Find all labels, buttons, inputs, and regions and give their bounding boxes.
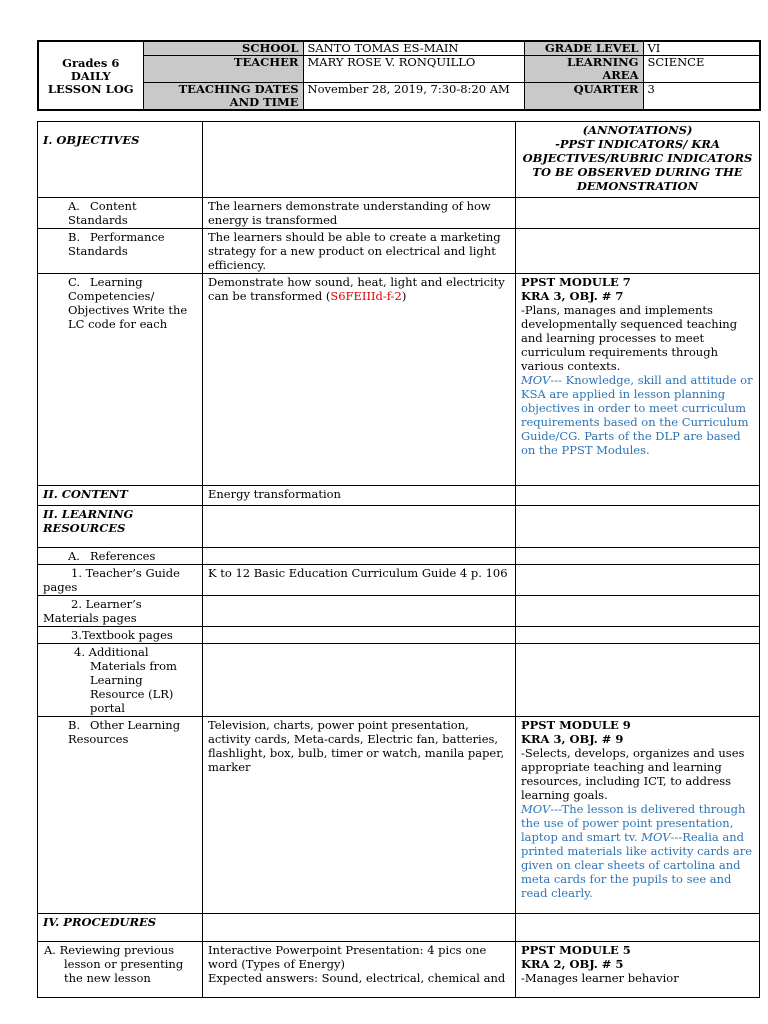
additional-materials-annotation (516, 644, 760, 717)
learners-materials-number: 2. (71, 597, 82, 611)
other-resources-text: Television, charts, power point presentation, activity cards, Meta-cards, Electric fan, batteries, flashlight, box, bulb, timer or watch, manila paper, marker (203, 717, 516, 914)
learning-competencies-text-cell (203, 274, 516, 486)
objectives-heading: I. OBJECTIVES (38, 122, 203, 198)
quarter-label: QUARTER (524, 83, 643, 111)
module9-annotation (516, 717, 760, 914)
objectives-empty-cell (203, 122, 516, 198)
module7-desc: -Plans, manages and implements developmentally sequenced teaching and learning processes to meet curriculum requirements through various contexts. (521, 303, 738, 373)
module9-mov (521, 802, 754, 900)
performance-standards-label-cell (38, 229, 203, 274)
references-empty (203, 548, 516, 565)
module7-kra: KRA 3, OBJ. # 7 (521, 289, 624, 303)
other-resources-label: Other Learning Resources (68, 718, 181, 746)
module7-mov-label: MOV (521, 373, 551, 387)
objectives-row (38, 122, 760, 198)
teaching-dates-value: November 28, 2019, 7:30-8:20 AM (303, 83, 524, 111)
module5-annotation (516, 942, 760, 998)
performance-standards-text: The learners should be able to create a marketing strategy for a new product on electrical and light efficiency. (203, 229, 516, 274)
learners-materials-empty (203, 596, 516, 627)
lc-code: S6FEIIId-f-2 (330, 289, 402, 303)
content-text: Energy transformation (203, 486, 516, 506)
module7-annotation (516, 274, 760, 486)
grade-level-label: GRADE LEVEL (524, 41, 643, 56)
teachers-guide-number: 1. (71, 566, 82, 580)
teachers-guide-label-cell (38, 565, 203, 596)
teacher-value: MARY ROSE V. RONQUILLO (303, 56, 524, 83)
textbook-label-cell (38, 627, 203, 644)
performance-standards-row (38, 229, 760, 274)
learning-area-label: LEARNING AREA (524, 56, 643, 83)
content-standards-text: The learners demonstrate understanding of how energy is transformed (203, 198, 516, 229)
module9-mov-label: MOV (521, 802, 551, 816)
additional-materials-label-cell (38, 644, 203, 717)
review-lesson-text2: Expected answers: Sound, electrical, chemical and (208, 971, 506, 985)
review-lesson-row (38, 942, 760, 998)
references-annotation (516, 548, 760, 565)
review-lesson-text-cell (203, 942, 516, 998)
grades-label: Grades 6 (62, 55, 120, 70)
learning-competencies-row (38, 274, 760, 486)
textbook-label: Textbook pages (81, 628, 173, 642)
learners-materials-label-cell (38, 596, 203, 627)
annotations-body: -PPST INDICATORS/ KRA OBJECTIVES/RUBRIC INDICATORS TO BE OBSERVED DURING THE DEMONSTRATION (522, 137, 753, 193)
learning-competencies-text: Demonstrate how sound, heat, light and electricity can be transformed ( (208, 275, 505, 303)
grades-log-title (38, 41, 143, 110)
teacher-label: TEACHER (143, 56, 303, 83)
references-letter: A. (68, 549, 80, 563)
module9-mov-text: ---The lesson is delivered through the use of power point presentation, laptop and smart tv. (521, 802, 746, 844)
learning-resources-heading: II. LEARNING RESOURCES (38, 506, 203, 548)
other-resources-row (38, 717, 760, 914)
module7-title: PPST MODULE 7 (521, 275, 631, 289)
log-title: DAILY LESSON LOG (47, 68, 134, 96)
textbook-empty (203, 627, 516, 644)
module7-mov (521, 373, 754, 457)
module9-mov2-label: MOV (641, 830, 671, 844)
teachers-guide-text: K to 12 Basic Education Curriculum Guide 4 p. 106 (203, 565, 516, 596)
learners-materials-row (38, 596, 760, 627)
content-standards-annotation (516, 198, 760, 229)
other-resources-label-cell (38, 717, 203, 914)
additional-materials-number: 4. (74, 645, 85, 659)
school-value: SANTO TOMAS ES-MAIN (303, 41, 524, 56)
learning-area-value: SCIENCE (643, 56, 760, 83)
learning-resources-annotation (516, 506, 760, 548)
module5-title: PPST MODULE 5 (521, 943, 631, 957)
content-heading: II. CONTENT (38, 486, 203, 506)
annotations-title: (ANNOTATIONS) (582, 123, 693, 137)
lesson-log-header (37, 40, 761, 111)
textbook-annotation (516, 627, 760, 644)
learning-competencies-label: Learning Competencies/ Objectives Write the LC code for each (68, 275, 188, 331)
procedures-heading: IV. PROCEDURES (38, 914, 203, 942)
performance-standards-letter: B. (68, 230, 81, 244)
learning-competencies-label-cell (38, 274, 203, 486)
procedures-annotation (516, 914, 760, 942)
other-resources-letter: B. (68, 718, 81, 732)
additional-materials-label: Additional Materials from Learning Resource (LR) portal (88, 645, 177, 715)
review-lesson-text1: Interactive Powerpoint Presentation: 4 pics one word (Types of Energy) (208, 943, 487, 971)
references-label: References (90, 549, 156, 563)
quarter-value: 3 (643, 83, 760, 111)
review-lesson-label: Reviewing previous lesson or presenting the new lesson (59, 943, 184, 985)
module9-desc: -Selects, develops, organizes and uses appropriate teaching and learning resources, including ICT, to address learning goals. (521, 746, 745, 802)
references-row (38, 548, 760, 565)
annotations-header (516, 122, 760, 198)
teachers-guide-annotation (516, 565, 760, 596)
review-lesson-letter: A. (44, 943, 56, 957)
teachers-guide-label: Teacher’s Guide pages (43, 566, 180, 594)
references-label-cell (38, 548, 203, 565)
textbook-row (38, 627, 760, 644)
additional-materials-row (38, 644, 760, 717)
content-standards-letter: A. (68, 199, 80, 213)
module5-kra: KRA 2, OBJ. # 5 (521, 957, 624, 971)
content-standards-label-cell (38, 198, 203, 229)
module5-desc: -Manages learner behavior (521, 971, 679, 985)
teaching-dates-label: TEACHING DATES AND TIME (143, 83, 303, 111)
module9-kra: KRA 3, OBJ. # 9 (521, 732, 624, 746)
content-standards-label: Content Standards (68, 199, 137, 227)
module7-mov-text: --- Knowledge, skill and attitude or KSA are applied in lesson planning objectives in order to meet curriculum requirements based on the Curriculum Guide/CG. Parts of the DLP are based on the PPST Modules. (521, 373, 753, 457)
performance-standards-annotation (516, 229, 760, 274)
module9-mov2-text: ---Realia and printed materials like activity cards are given on clear sheets of cartolina and meta cards for the pupils to see and read clearly. (521, 830, 753, 900)
procedures-empty (203, 914, 516, 942)
learning-competencies-close: ) (401, 289, 407, 303)
module9-title: PPST MODULE 9 (521, 718, 631, 732)
learning-competencies-letter: C. (68, 275, 81, 289)
review-lesson-label-cell (38, 942, 203, 998)
learners-materials-label: Learner’s Materials pages (43, 597, 142, 625)
textbook-number: 3. (71, 628, 82, 642)
additional-materials-empty (203, 644, 516, 717)
school-label: SCHOOL (143, 41, 303, 56)
grade-level-value: VI (643, 41, 760, 56)
procedures-row (38, 914, 760, 942)
content-annotation (516, 486, 760, 506)
learning-resources-row (38, 506, 760, 548)
learning-resources-empty (203, 506, 516, 548)
content-standards-row (38, 198, 760, 229)
teachers-guide-row (38, 565, 760, 596)
content-row (38, 486, 760, 506)
performance-standards-label: Performance Standards (68, 230, 165, 258)
learners-materials-annotation (516, 596, 760, 627)
lesson-plan-table (37, 121, 760, 998)
